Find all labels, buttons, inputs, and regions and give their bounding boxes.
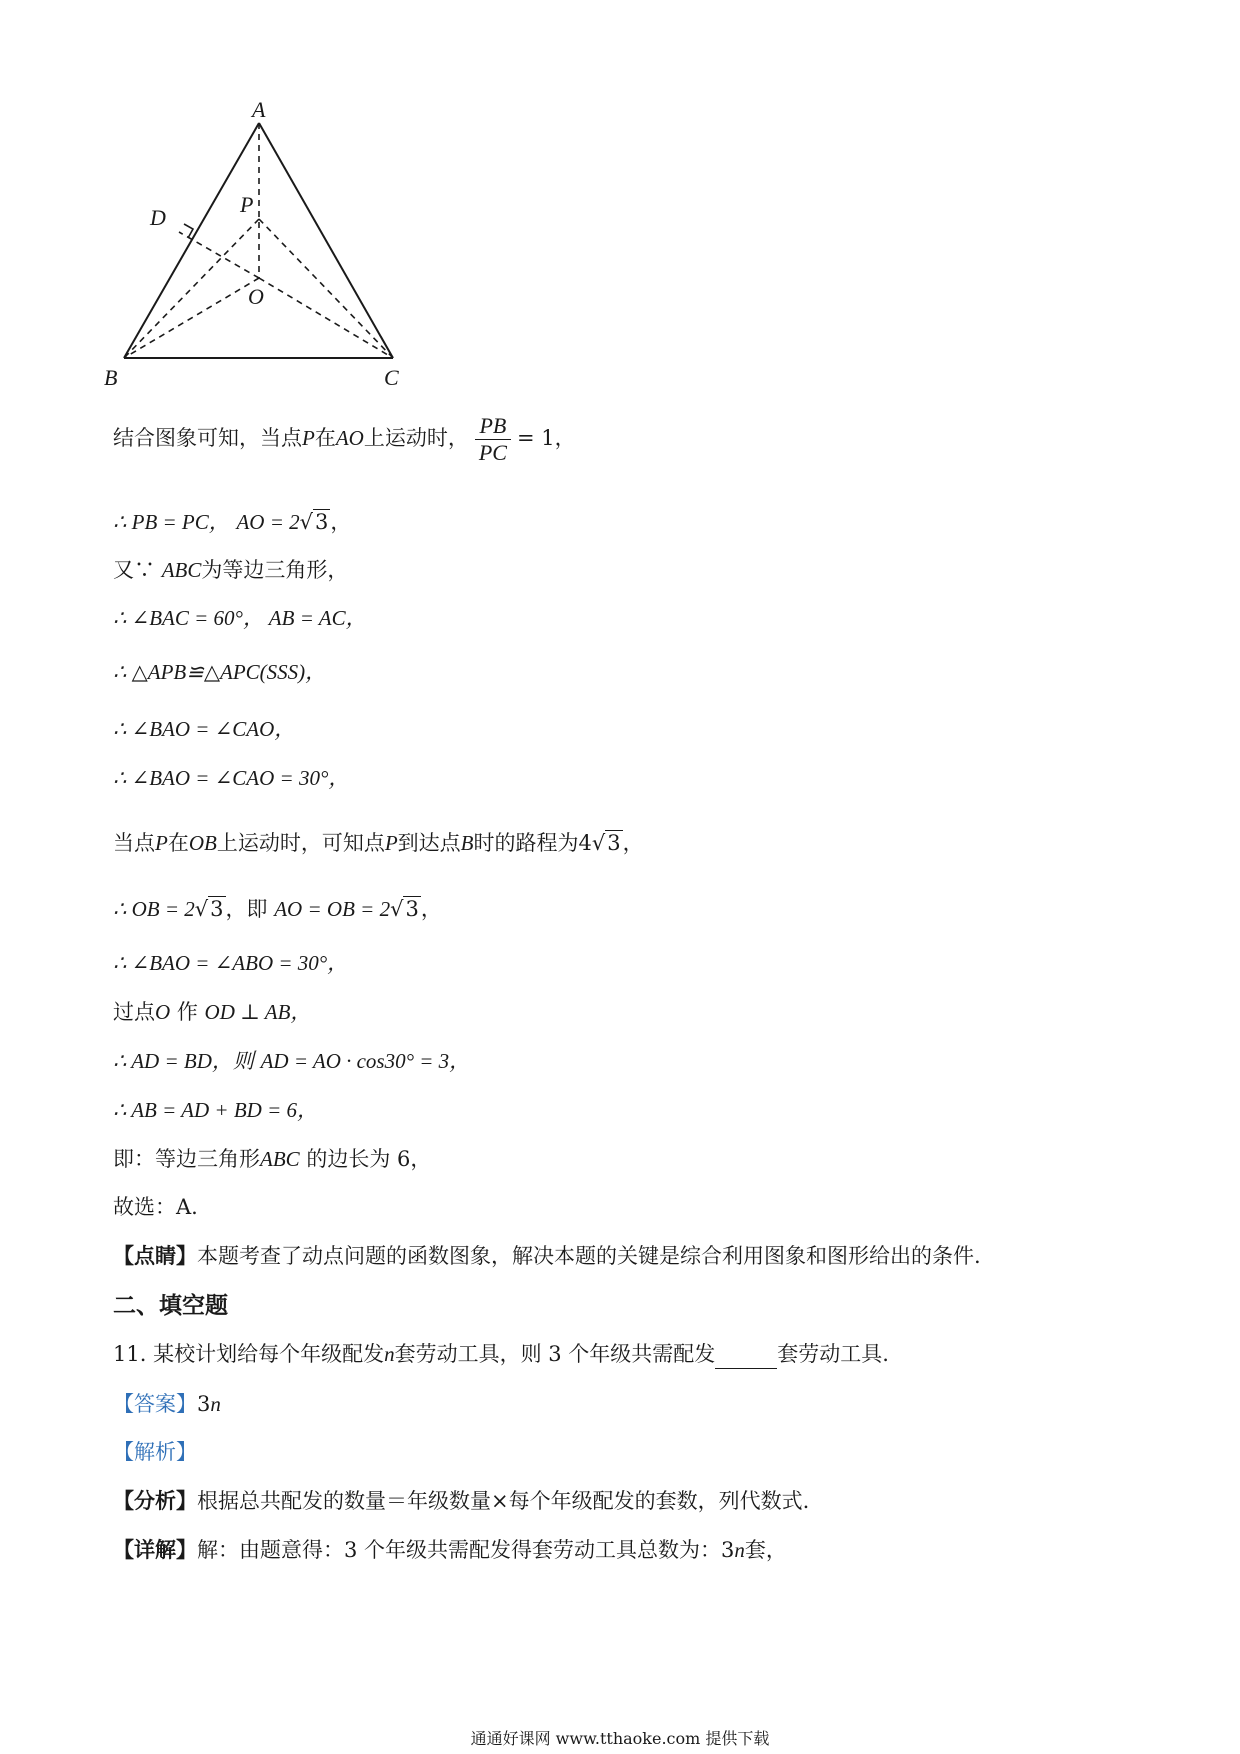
- fenxi-line: 【分析】根据总共配发的数量＝年级数量×每个年级配发的套数，列代数式.: [113, 1488, 810, 1513]
- segment-od: [179, 232, 259, 278]
- point-comment-tag: 【点睛】: [113, 1243, 197, 1268]
- solution-line-11: 过点O 作 OD ⊥ AB，: [113, 1000, 312, 1024]
- page-footer: 通通好课网 www.tthaoke.com 提供下载: [470, 1729, 770, 1748]
- solution-line-15: 故选：A.: [113, 1195, 198, 1219]
- fraction-pb-pc: $\frac{PB}{PC}$: [475, 413, 511, 466]
- solution-line-3: 又∵ ABC为等边三角形，: [113, 558, 349, 582]
- point-comment: 【点睛】本题考查了动点问题的函数图象，解决本题的关键是综合利用图象和图形给出的条件.: [113, 1243, 981, 1268]
- label-o: O: [248, 284, 264, 309]
- label-d: D: [150, 205, 166, 230]
- label-b: B: [104, 365, 118, 390]
- section-heading: 二、填空题: [113, 1293, 228, 1319]
- segment-ob: [124, 278, 259, 358]
- label-a: A: [252, 97, 266, 122]
- label-p: P: [240, 192, 254, 217]
- solution-line-5: ∴ △APB≌△APC(SSS)，: [113, 660, 327, 684]
- solution-line-9: ∴ OB = 2√3，即 AO = OB = 2√3，: [113, 897, 442, 921]
- segment-oc: [259, 278, 393, 358]
- fenxi-tag: 【分析】: [113, 1488, 197, 1513]
- solution-line-1: 结合图象可知，当点P在AO上运动时， $\frac{PB}{PC}$ = 1，: [113, 413, 576, 465]
- xiangjie-line: 【详解】解：由题意得：3 个年级共需配发得套劳动工具总数为：3n套，: [113, 1537, 787, 1562]
- solution-line-14: 即：等边三角形ABC 的边长为 6，: [113, 1147, 432, 1171]
- solution-line-10: ∴ ∠BAO = ∠ABO = 30°，: [113, 951, 349, 975]
- solution-line-12: ∴ AD = BD，则 AD = AO · cos30° = 3，: [113, 1049, 471, 1073]
- side-ab: [124, 123, 259, 358]
- right-angle-mark: [184, 224, 193, 238]
- answer-line: 【答案】3n: [113, 1392, 221, 1416]
- solution-line-6: ∴ ∠BAO = ∠CAO，: [113, 717, 296, 741]
- solution-line-7: ∴ ∠BAO = ∠CAO = 30°，: [113, 766, 350, 790]
- analysis-tag: 【解析】: [113, 1440, 197, 1464]
- solution-line-2: ∴ PB = PC， AO = 2√3，: [113, 510, 352, 534]
- answer-blank: [715, 1346, 777, 1369]
- xiangjie-tag: 【详解】: [113, 1537, 197, 1562]
- solution-line-8: 当点P在OB上运动时，可知点P到达点B时的路程为4√3，: [113, 831, 644, 855]
- label-c: C: [384, 365, 399, 390]
- solution-line-4: ∴ ∠BAC = 60°， AB = AC，: [113, 606, 367, 630]
- solution-line-13: ∴ AB = AD + BD = 6，: [113, 1098, 319, 1122]
- question-11: 11. 某校计划给每个年级配发n套劳动工具，则 3 个年级共需配发 套劳动工具.: [113, 1339, 889, 1369]
- triangle-figure: [100, 95, 420, 395]
- side-ac: [259, 123, 393, 358]
- answer-tag: 【答案】: [113, 1392, 197, 1416]
